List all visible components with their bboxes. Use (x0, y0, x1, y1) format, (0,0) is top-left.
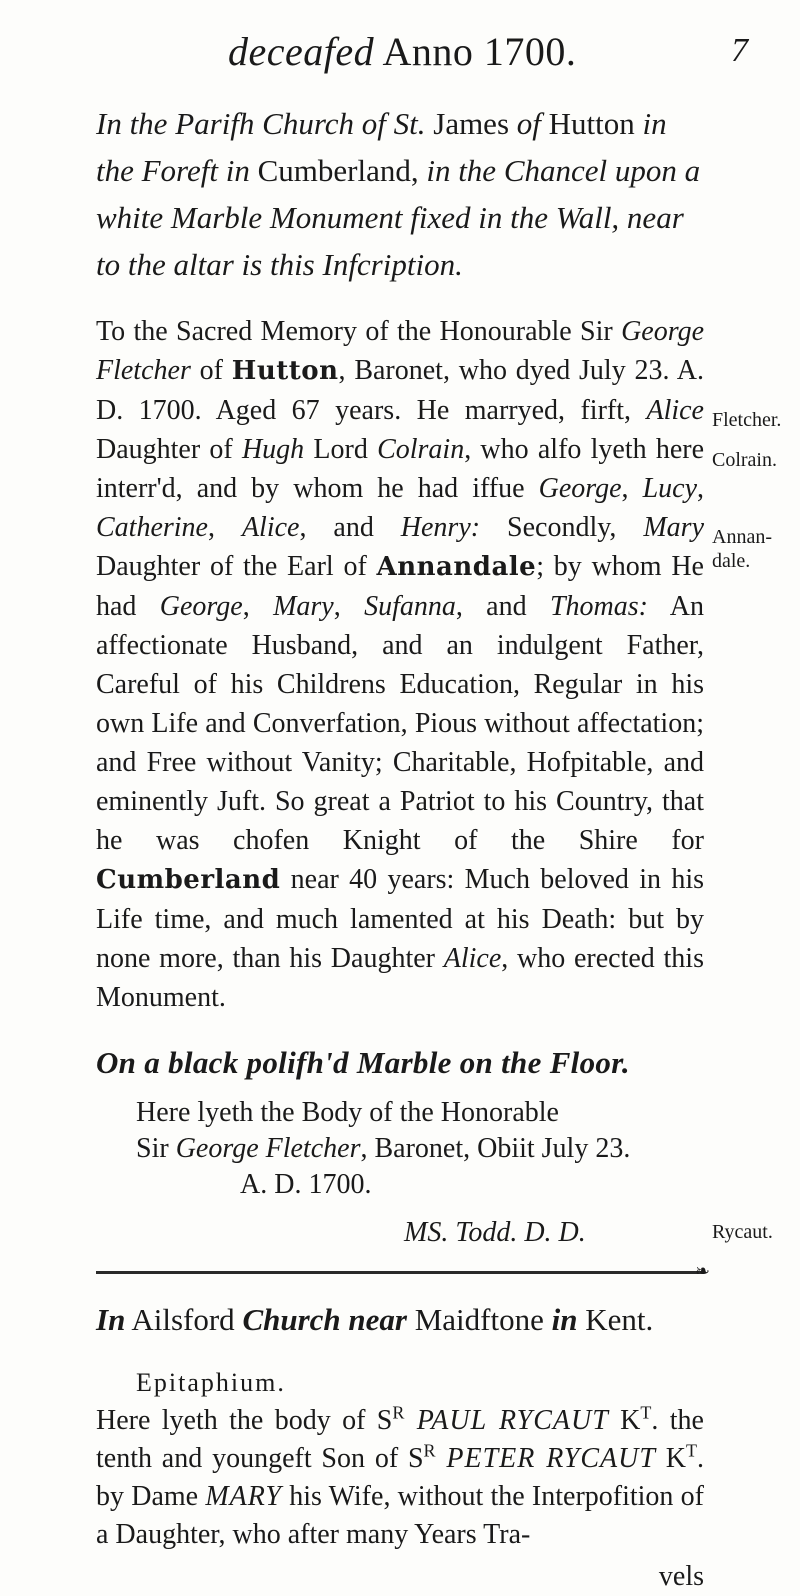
inscription-text: , who alfo lyeth here interr'd, and by whom he had iffue (96, 434, 704, 504)
heading-place: Maidftone (414, 1302, 544, 1337)
inscription-name: Alice (646, 395, 704, 426)
inscription-blackletter: Hutton (231, 356, 339, 386)
epitaph-run: . the tenth and youngeft Son of S (96, 1405, 704, 1474)
margin-note-fletcher: Fletcher. (712, 409, 782, 431)
running-head (0, 28, 800, 88)
inscription-text: near 40 years: Much beloved in his Life time, and much lamented at his Death: but by none more, than his Daughter (96, 864, 704, 974)
epitaph-name: PETER RYCAUT (435, 1443, 656, 1474)
floor-date: A. D. 1700. (240, 1169, 372, 1200)
text-column (96, 100, 710, 1596)
margin-note-line: dale. (712, 550, 751, 572)
inscription-text: of (190, 355, 232, 386)
superscript: R (392, 1402, 405, 1423)
inscription-text: , (697, 473, 705, 504)
inscription-name: Thomas: (549, 591, 648, 622)
heading-place: James (433, 106, 510, 141)
margin-note-colrain: Colrain. (712, 449, 777, 471)
inscription-text: An affectionate Husband, and an indulgent Father, Careful of his Childrens Education, Regular in his own Life and Converfation, Pious without affectation; and Free without Vanity; Charitable, Hofpitable, and eminently Juft. So great a Patriot to his Country, that he was chofen Knight of the Shire for (96, 591, 705, 856)
running-title-italic: deceafed (228, 29, 375, 74)
running-title (228, 28, 576, 75)
inscription-name: Alice (443, 943, 502, 974)
entry-heading-hutton (96, 100, 704, 288)
inscription-text: , (208, 512, 242, 543)
inscription-text: , (333, 591, 365, 622)
inscription-text: , and (455, 591, 550, 622)
inscription-name: Hugh (241, 434, 305, 465)
margin-note-line: Annan- (712, 526, 772, 548)
inscription-text: , (621, 473, 643, 504)
heading-place: Ailsford (131, 1302, 235, 1337)
epitaph-label: Epitaphium. (136, 1368, 286, 1397)
heading-text: In (96, 1302, 126, 1337)
floor-line (136, 1131, 704, 1167)
inscription-text: Daughter of the Earl of (96, 551, 377, 582)
inscription-text: ; by whom He had (96, 551, 704, 622)
inscription-blackletter: Annandale (376, 552, 537, 582)
inscription-text: , and (299, 512, 401, 543)
inscription-text: Secondly, (480, 512, 644, 543)
inscription-name: George (159, 591, 243, 622)
inscription-text: , Baronet, who dyed July 23. A. D. 1700. Aged 67 years. He marryed, firft, (96, 355, 704, 426)
heading-place: Cumberland, (257, 153, 419, 188)
epitaph-run: K (608, 1405, 641, 1436)
epitaph-name: MARY (205, 1481, 282, 1512)
entry-heading-ailsford (96, 1300, 704, 1340)
inscription-name: Sufanna (364, 591, 456, 622)
floor-heading: On a black polifh'd Marble on the Floor. (96, 1045, 630, 1080)
epitaph-name: PAUL RYCAUT (404, 1405, 609, 1436)
floor-inscription (96, 1095, 704, 1203)
catchword: vels (658, 1561, 704, 1592)
heading-text: in the Foreft in (96, 106, 667, 188)
inscription-name: Colrain (377, 434, 465, 465)
inscription-blackletter: Cumberland (96, 865, 281, 895)
floor-text: Sir (136, 1133, 176, 1164)
inscription-text: Lord (304, 434, 378, 465)
floor-text: , Baronet, Obiit July 23. (360, 1133, 631, 1164)
heading-place: Kent. (585, 1302, 654, 1337)
epitaph-run: . by Dame (96, 1443, 704, 1512)
epitaph-run: Here lyeth the body of S (96, 1405, 393, 1436)
running-title-year: Anno 1700. (382, 29, 577, 74)
inscription-text: To the Sacred Memory of the Honourable Sir (96, 316, 622, 347)
superscript: T (686, 1440, 697, 1461)
inscription-name: George (538, 473, 622, 504)
section-divider (96, 1261, 710, 1281)
inscription-name: Lucy (642, 473, 698, 504)
inscription-text: Daughter of (96, 434, 242, 465)
fleuron-icon: ❧ (694, 1261, 710, 1281)
heading-place: Hutton (548, 106, 635, 141)
epitaph-run: his Wife, without the Interpofition of a Daughter, who after many Years Tra- (96, 1481, 704, 1550)
inscription-text: , who erected this Monument. (96, 943, 704, 1013)
heading-text: In the Parifh Church of St. (96, 106, 426, 141)
heading-text: Church near (242, 1302, 407, 1337)
superscript: T (640, 1402, 652, 1423)
superscript: R (423, 1440, 436, 1461)
page-number: 7 (731, 32, 748, 69)
inscription-name: Mary (273, 591, 334, 622)
heading-text: of (516, 106, 541, 141)
inscription-name: Alice (241, 512, 300, 543)
epitaph-run: K (655, 1443, 686, 1474)
margin-note-rycaut: Rycaut. (712, 1221, 773, 1243)
inscription-name: Mary (643, 512, 704, 543)
heading-text: in the Chancel upon a white Marble Monument fixed in the Wall, near to the altar is this Infcription. (96, 153, 701, 282)
floor-name: George Fletcher (175, 1133, 361, 1164)
source-citation: MS. Todd. D. D. (404, 1217, 586, 1248)
heading-text: in (551, 1302, 578, 1337)
inscription-text: , (242, 591, 274, 622)
floor-line: Here lyeth the Body of the Honorable (136, 1097, 559, 1128)
monument-inscription (96, 312, 704, 1017)
inscription-name: Henry: (400, 512, 481, 543)
inscription-name: George Fletcher (96, 316, 704, 386)
epitaph-text (96, 1402, 704, 1554)
inscription-name: Catherine (96, 512, 208, 543)
margin-note-annandale (712, 525, 796, 573)
